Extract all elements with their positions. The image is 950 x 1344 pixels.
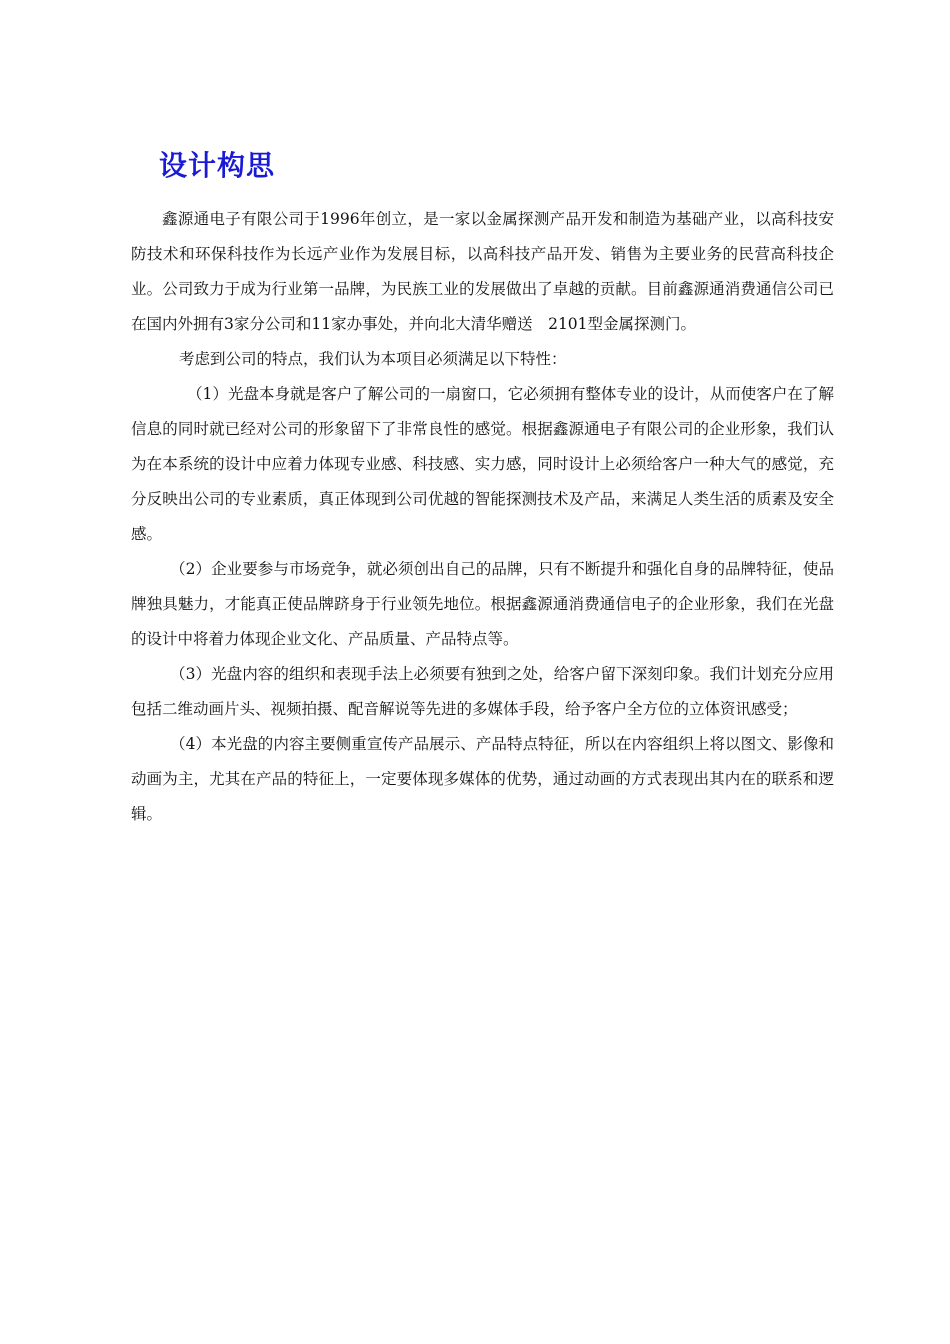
lead-in-paragraph: 考虑到公司的特点，我们认为本项目必须满足以下特性： bbox=[179, 350, 567, 368]
point-3-paragraph: （3）光盘内容的组织和表现手法上必须要有独到之处，给客户留下深刻印象。我们计划充分应用包括二维动画片头、视频拍摄、配音解说等先进的多媒体手段，给予客户全方位的立体资讯感受； bbox=[131, 665, 834, 718]
point-2-paragraph: （2）企业要参与市场竞争，就必须创出自己的品牌，只有不断提升和强化自身的品牌特征，使品牌独具魅力，才能真正使品牌跻身于行业领先地位。根据鑫源通消费通信电子的企业形象，我们在光盘的设计中将着力体现企业文化、产品质量、产品特点等。 bbox=[131, 560, 834, 648]
point-1-paragraph: （1）光盘本身就是客户了解公司的一扇窗口，它必须拥有整体专业的设计，从而使客户在了解信息的同时就已经对公司的形象留下了非常良性的感觉。根据鑫源通电子有限公司的企业形象，我们认为在本系统的设计中应着力体现专业感、科技感、实力感，同时设计上必须给客户一种大气的感觉，充分反映出公司的专业素质，真正体现到公司优越的智能探测技术及产品，来满足人类生活的质素及安全感。 bbox=[131, 385, 834, 543]
intro-paragraph: 鑫源通电子有限公司于1996年创立，是一家以金属探测产品开发和制造为基础产业，以高科技安防技术和环保科技作为长远产业作为发展目标，以高科技产品开发、销售为主要业务的民营高科技企业。公司致力于成为行业第一品牌，为民族工业的发展做出了卓越的贡献。目前鑫源通消费通信公司已在国内外拥有3家分公司和11家办事处，并向北大清华赠送 2101型金属探测门。 bbox=[131, 210, 834, 333]
document-body bbox=[131, 202, 834, 832]
page-title: 设计构思 bbox=[159, 149, 276, 182]
point-4-paragraph: （4）本光盘的内容主要侧重宣传产品展示、产品特点特征，所以在内容组织上将以图文、影像和动画为主，尤其在产品的特征上，一定要体现多媒体的优势，通过动画的方式表现出其内在的联系和逻辑。 bbox=[131, 735, 834, 823]
